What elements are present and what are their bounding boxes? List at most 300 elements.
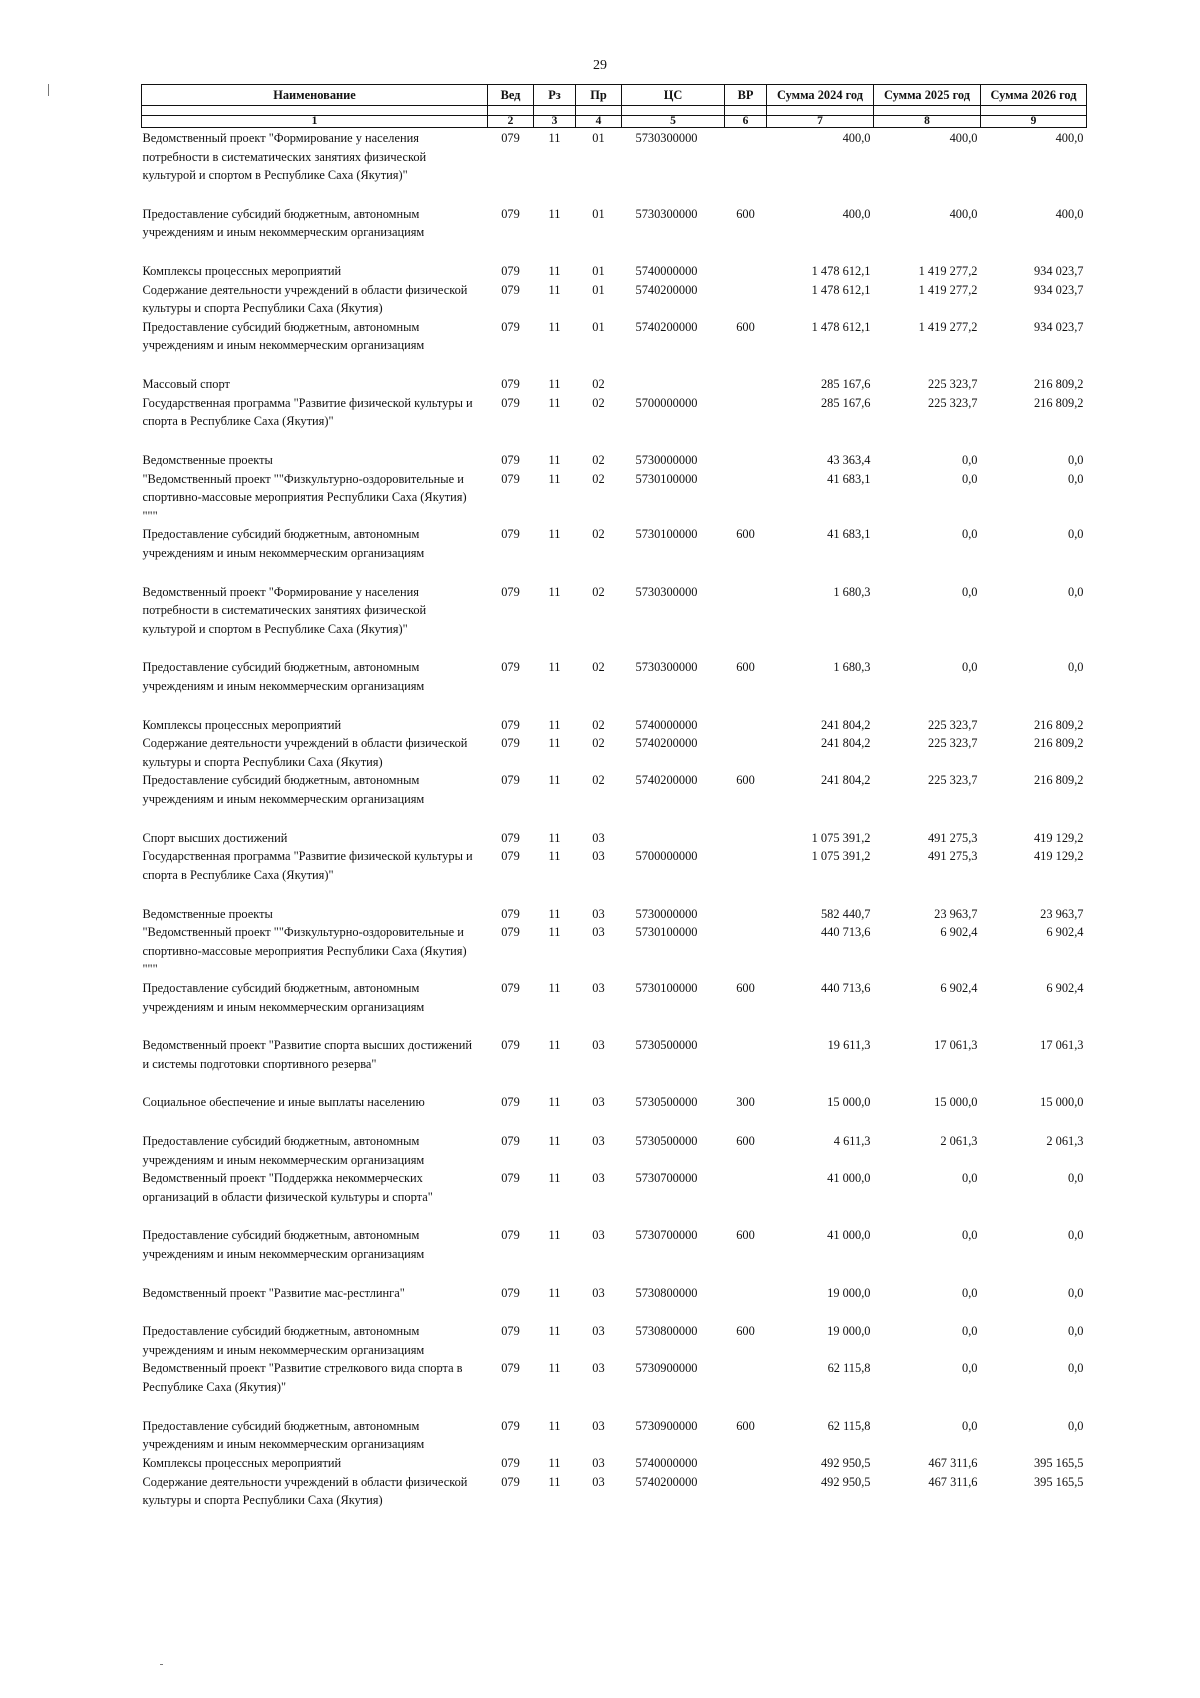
row-cs: 5730800000 bbox=[635, 1324, 698, 1339]
row-sum-2026: 0,0 bbox=[1068, 452, 1084, 467]
row-sum-2025: 1 419 277,2 bbox=[918, 319, 978, 334]
row-pr: 03 bbox=[592, 925, 605, 940]
row-sum-2026: 17 061,3 bbox=[1040, 1038, 1084, 1053]
row-sum-2026: 934 023,7 bbox=[1033, 319, 1084, 334]
row-pr: 03 bbox=[592, 1324, 605, 1339]
table-row bbox=[142, 451, 1087, 470]
row-ved: 079 bbox=[501, 264, 520, 279]
row-pr: 01 bbox=[592, 206, 605, 221]
row-ved: 079 bbox=[501, 773, 520, 788]
row-pr: 01 bbox=[592, 282, 605, 297]
row-cs: 5730000000 bbox=[635, 906, 698, 921]
row-pr: 03 bbox=[592, 1038, 605, 1053]
header-sum-2026: Сумма 2026 год bbox=[981, 85, 1087, 106]
row-name: Комплексы процессных мероприятий bbox=[142, 264, 342, 279]
row-vr bbox=[725, 375, 767, 394]
budget-table bbox=[141, 84, 1087, 1510]
row-name: Ведомственные проекты bbox=[142, 452, 273, 467]
row-cs: 5730100000 bbox=[635, 471, 698, 486]
table-row bbox=[142, 128, 1087, 185]
row-cs: 5740200000 bbox=[635, 773, 698, 788]
row-ved: 079 bbox=[501, 319, 520, 334]
row-sum-2024: 1 075 391,2 bbox=[811, 830, 871, 845]
row-sum-2024: 400,0 bbox=[842, 131, 871, 145]
row-ved: 079 bbox=[501, 527, 520, 542]
row-name: Комплексы процессных мероприятий bbox=[142, 717, 342, 732]
column-number: 9 bbox=[981, 116, 1087, 128]
row-name: Содержание деятельности учреждений в области физической культуры и спорта Республики Саха (Якутия) bbox=[142, 1474, 468, 1508]
row-vr bbox=[725, 394, 767, 431]
row-cs: 5730900000 bbox=[635, 1418, 698, 1433]
row-sum-2026: 934 023,7 bbox=[1033, 282, 1084, 297]
row-vr: 600 bbox=[736, 1228, 755, 1243]
row-name: Предоставление субсидий бюджетным, автономным учреждениям и иным некоммерческим организациям bbox=[142, 206, 425, 240]
row-spacer bbox=[142, 1206, 1087, 1226]
row-name: Государственная программа "Развитие физической культуры и спорта в Республике Саха (Якутия)" bbox=[142, 395, 473, 429]
table-row bbox=[142, 1417, 1087, 1454]
row-sum-2024: 241 804,2 bbox=[820, 717, 871, 732]
row-ved: 079 bbox=[501, 1361, 520, 1376]
row-ved: 079 bbox=[501, 377, 520, 392]
row-vr bbox=[725, 262, 767, 281]
row-name: Предоставление субсидий бюджетным, автономным учреждениям и иным некоммерческим организациям bbox=[142, 773, 425, 807]
row-vr bbox=[725, 128, 767, 185]
row-name: Социальное обеспечение и иные выплаты населению bbox=[142, 1095, 425, 1110]
table-row bbox=[142, 734, 1087, 771]
row-sum-2026: 23 963,7 bbox=[1040, 906, 1084, 921]
row-vr bbox=[725, 281, 767, 318]
row-sum-2026: 400,0 bbox=[1055, 131, 1084, 145]
row-rz: 11 bbox=[548, 471, 561, 486]
row-rz: 11 bbox=[548, 1133, 561, 1148]
row-sum-2024: 1 680,3 bbox=[833, 660, 871, 675]
row-sum-2024: 285 167,6 bbox=[820, 395, 871, 410]
row-pr: 02 bbox=[592, 527, 605, 542]
row-rz: 11 bbox=[548, 773, 561, 788]
table-row bbox=[142, 923, 1087, 979]
column-number: 7 bbox=[767, 116, 874, 128]
row-vr: 600 bbox=[736, 773, 755, 788]
row-sum-2026: 0,0 bbox=[1068, 584, 1084, 599]
row-spacer bbox=[142, 1302, 1087, 1322]
row-sum-2025: 467 311,6 bbox=[928, 1474, 978, 1489]
row-rz: 11 bbox=[548, 131, 561, 145]
table-row bbox=[142, 1359, 1087, 1396]
table-row bbox=[142, 979, 1087, 1016]
row-cs: 5730500000 bbox=[635, 1038, 698, 1053]
row-rz: 11 bbox=[548, 1285, 561, 1300]
page-number: 29 bbox=[593, 58, 607, 73]
row-pr: 01 bbox=[592, 319, 605, 334]
row-sum-2025: 0,0 bbox=[962, 1171, 978, 1186]
row-sum-2025: 0,0 bbox=[962, 1285, 978, 1300]
row-vr bbox=[725, 847, 767, 884]
row-sum-2026: 0,0 bbox=[1068, 527, 1084, 542]
row-pr: 03 bbox=[592, 1228, 605, 1243]
table-row bbox=[142, 583, 1087, 639]
row-sum-2024: 43 363,4 bbox=[827, 452, 871, 467]
row-sum-2026: 6 902,4 bbox=[1046, 980, 1084, 995]
row-sum-2025: 225 323,7 bbox=[927, 736, 978, 751]
row-pr: 02 bbox=[592, 395, 605, 410]
row-name: Предоставление субсидий бюджетным, автономным учреждениям и иным некоммерческим организациям bbox=[142, 1418, 425, 1452]
row-vr bbox=[725, 1359, 767, 1396]
row-ved: 079 bbox=[501, 660, 520, 675]
row-rz: 11 bbox=[548, 717, 561, 732]
table-row bbox=[142, 905, 1087, 924]
row-spacer bbox=[142, 696, 1087, 716]
row-sum-2024: 1 478 612,1 bbox=[811, 282, 871, 297]
row-vr: 600 bbox=[736, 980, 755, 995]
table-row bbox=[142, 318, 1087, 355]
table-row bbox=[142, 1322, 1087, 1359]
row-sum-2024: 62 115,8 bbox=[827, 1418, 871, 1433]
row-name: "Ведомственный проект ""Физкультурно-оздоровительные и спортивно-массовые мероприятия Республики Саха (Якутия) """ bbox=[142, 925, 467, 977]
row-sum-2025: 225 323,7 bbox=[927, 395, 978, 410]
row-spacer bbox=[142, 185, 1087, 205]
row-vr bbox=[725, 583, 767, 639]
row-spacer bbox=[142, 1397, 1087, 1417]
row-rz: 11 bbox=[548, 925, 561, 940]
table-row bbox=[142, 771, 1087, 808]
row-name: Предоставление субсидий бюджетным, автономным учреждениям и иным некоммерческим организациям bbox=[142, 980, 425, 1014]
row-cs: 5740000000 bbox=[635, 717, 698, 732]
row-sum-2025: 0,0 bbox=[962, 471, 978, 486]
row-name: Содержание деятельности учреждений в области физической культуры и спорта Республики Саха (Якутия) bbox=[142, 282, 468, 316]
row-rz: 11 bbox=[548, 1095, 561, 1110]
row-pr: 02 bbox=[592, 736, 605, 751]
row-pr: 03 bbox=[592, 830, 605, 845]
row-pr: 03 bbox=[592, 849, 605, 864]
row-rz: 11 bbox=[548, 660, 561, 675]
row-sum-2025: 491 275,3 bbox=[927, 849, 978, 864]
row-sum-2024: 241 804,2 bbox=[820, 736, 871, 751]
row-sum-2026: 216 809,2 bbox=[1033, 377, 1084, 392]
row-name: Ведомственный проект "Развитие мас-рестлинга" bbox=[142, 1285, 405, 1300]
row-rz: 11 bbox=[548, 1228, 561, 1243]
row-ved: 079 bbox=[501, 925, 520, 940]
table-row bbox=[142, 716, 1087, 735]
row-spacer bbox=[142, 355, 1087, 375]
row-sum-2024: 241 804,2 bbox=[820, 773, 871, 788]
row-sum-2024: 1 478 612,1 bbox=[811, 319, 871, 334]
row-sum-2024: 62 115,8 bbox=[827, 1361, 871, 1376]
row-rz: 11 bbox=[548, 584, 561, 599]
row-ved: 079 bbox=[501, 282, 520, 297]
row-ved: 079 bbox=[501, 736, 520, 751]
table-row bbox=[142, 658, 1087, 695]
row-sum-2025: 225 323,7 bbox=[927, 377, 978, 392]
row-sum-2024: 15 000,0 bbox=[827, 1095, 871, 1110]
row-sum-2024: 492 950,5 bbox=[820, 1455, 871, 1470]
header-name: Наименование bbox=[142, 85, 488, 106]
row-rz: 11 bbox=[548, 1455, 561, 1470]
row-sum-2025: 6 902,4 bbox=[940, 925, 978, 940]
scan-mark bbox=[160, 1664, 163, 1665]
row-sum-2025: 1 419 277,2 bbox=[918, 264, 978, 279]
row-ved: 079 bbox=[501, 584, 520, 599]
row-sum-2026: 6 902,4 bbox=[1046, 925, 1084, 940]
row-cs: 5730300000 bbox=[635, 206, 698, 221]
table-row bbox=[142, 1226, 1087, 1263]
row-rz: 11 bbox=[548, 736, 561, 751]
row-ved: 079 bbox=[501, 1171, 520, 1186]
table-row bbox=[142, 394, 1087, 431]
row-sum-2026: 934 023,7 bbox=[1033, 264, 1084, 279]
table-row bbox=[142, 1132, 1087, 1169]
row-vr bbox=[725, 1036, 767, 1073]
row-rz: 11 bbox=[548, 1361, 561, 1376]
row-cs: 5740200000 bbox=[635, 1474, 698, 1489]
row-cs: 5730100000 bbox=[635, 527, 698, 542]
row-cs: 5730300000 bbox=[635, 660, 698, 675]
row-name: Ведомственный проект "Формирование у населения потребности в систематических занятиях физической культурой и спортом в Республике Саха (Якутия)" bbox=[142, 584, 427, 636]
row-rz: 11 bbox=[548, 452, 561, 467]
row-pr: 01 bbox=[592, 264, 605, 279]
row-cs: 5730500000 bbox=[635, 1133, 698, 1148]
row-spacer bbox=[142, 431, 1087, 451]
row-sum-2026: 216 809,2 bbox=[1033, 773, 1084, 788]
row-cs: 5730000000 bbox=[635, 452, 698, 467]
row-sum-2025: 0,0 bbox=[962, 527, 978, 542]
row-sum-2025: 0,0 bbox=[962, 660, 978, 675]
row-name: Ведомственный проект "Поддержка некоммерческих организаций в области физической культуры и спорта" bbox=[142, 1171, 433, 1204]
row-cs: 5700000000 bbox=[635, 849, 698, 864]
row-vr bbox=[725, 1169, 767, 1206]
row-sum-2024: 19 000,0 bbox=[827, 1324, 871, 1339]
row-sum-2024: 285 167,6 bbox=[820, 377, 871, 392]
row-name: Массовый спорт bbox=[142, 377, 230, 392]
row-pr: 03 bbox=[592, 1095, 605, 1110]
row-vr bbox=[725, 1473, 767, 1510]
row-sum-2025: 400,0 bbox=[949, 206, 978, 221]
row-sum-2026: 2 061,3 bbox=[1046, 1133, 1084, 1148]
row-pr: 03 bbox=[592, 1418, 605, 1433]
row-sum-2026: 419 129,2 bbox=[1033, 830, 1084, 845]
row-rz: 11 bbox=[548, 906, 561, 921]
row-sum-2025: 0,0 bbox=[962, 452, 978, 467]
row-vr: 600 bbox=[736, 1418, 755, 1433]
row-name: Предоставление субсидий бюджетным, автономным учреждениям и иным некоммерческим организациям bbox=[142, 1324, 425, 1357]
row-sum-2024: 440 713,6 bbox=[820, 980, 871, 995]
row-vr bbox=[725, 923, 767, 979]
row-name: Государственная программа "Развитие физической культуры и спорта в Республике Саха (Якутия)" bbox=[142, 849, 473, 882]
row-pr: 03 bbox=[592, 1455, 605, 1470]
row-sum-2025: 6 902,4 bbox=[940, 980, 978, 995]
row-sum-2024: 400,0 bbox=[842, 206, 871, 221]
table-row bbox=[142, 829, 1087, 848]
row-sum-2024: 582 440,7 bbox=[820, 906, 871, 921]
row-ved: 079 bbox=[501, 131, 520, 145]
row-cs: 5730500000 bbox=[635, 1095, 698, 1110]
row-sum-2026: 0,0 bbox=[1068, 1418, 1084, 1433]
row-spacer bbox=[142, 1073, 1087, 1093]
column-number: 6 bbox=[725, 116, 767, 128]
column-number: 8 bbox=[874, 116, 981, 128]
row-ved: 079 bbox=[501, 206, 520, 221]
row-vr: 600 bbox=[736, 527, 755, 542]
row-ved: 079 bbox=[501, 717, 520, 732]
row-cs: 5730300000 bbox=[635, 584, 698, 599]
row-ved: 079 bbox=[501, 452, 520, 467]
table-row bbox=[142, 470, 1087, 526]
row-sum-2025: 225 323,7 bbox=[927, 773, 978, 788]
row-name: Спорт высших достижений bbox=[142, 830, 288, 845]
row-vr bbox=[725, 470, 767, 526]
row-sum-2025: 0,0 bbox=[962, 1361, 978, 1376]
row-sum-2026: 0,0 bbox=[1068, 660, 1084, 675]
column-number: 3 bbox=[534, 116, 576, 128]
row-name: Содержание деятельности учреждений в области физической культуры и спорта Республики Саха (Якутия) bbox=[142, 736, 468, 769]
row-rz: 11 bbox=[548, 527, 561, 542]
row-rz: 11 bbox=[548, 319, 561, 334]
row-name: Ведомственный проект "Формирование у населения потребности в систематических занятиях физической культурой и спортом в Республике Саха (Якутия)" bbox=[142, 131, 427, 183]
column-number: 1 bbox=[142, 116, 488, 128]
table-row bbox=[142, 262, 1087, 281]
row-sum-2024: 41 683,1 bbox=[827, 527, 871, 542]
row-sum-2026: 0,0 bbox=[1068, 1324, 1084, 1339]
row-name: Ведомственный проект "Развитие стрелкового вида спорта в Республике Саха (Якутия)" bbox=[142, 1361, 463, 1395]
row-sum-2026: 395 165,5 bbox=[1033, 1455, 1084, 1470]
row-cs: 5730700000 bbox=[635, 1171, 698, 1186]
table-row bbox=[142, 1473, 1087, 1510]
table-header bbox=[142, 85, 1087, 128]
row-ved: 079 bbox=[501, 1133, 520, 1148]
column-number-row bbox=[142, 116, 1087, 128]
row-cs: 5740200000 bbox=[635, 282, 698, 297]
row-spacer bbox=[142, 1264, 1087, 1284]
row-sum-2024: 41 000,0 bbox=[827, 1228, 871, 1243]
column-number: 4 bbox=[576, 116, 622, 128]
row-pr: 03 bbox=[592, 1171, 605, 1186]
row-sum-2026: 400,0 bbox=[1055, 206, 1084, 221]
row-cs: 5730100000 bbox=[635, 980, 698, 995]
row-vr: 600 bbox=[736, 1133, 755, 1148]
row-sum-2026: 216 809,2 bbox=[1033, 736, 1084, 751]
row-vr bbox=[725, 734, 767, 771]
row-rz: 11 bbox=[548, 830, 561, 845]
row-cs: 5740000000 bbox=[635, 1455, 698, 1470]
row-sum-2026: 0,0 bbox=[1068, 1285, 1084, 1300]
row-ved: 079 bbox=[501, 849, 520, 864]
row-sum-2024: 1 478 612,1 bbox=[811, 264, 871, 279]
row-name: Ведомственный проект "Развитие спорта высших достижений и системы подготовки спортивного резерва" bbox=[142, 1038, 473, 1071]
row-sum-2025: 1 419 277,2 bbox=[918, 282, 978, 297]
row-cs: 5730900000 bbox=[635, 1361, 698, 1376]
row-ved: 079 bbox=[501, 395, 520, 410]
row-vr: 600 bbox=[736, 206, 755, 221]
column-number: 5 bbox=[622, 116, 725, 128]
row-sum-2024: 4 611,3 bbox=[833, 1133, 871, 1148]
row-sum-2025: 467 311,6 bbox=[928, 1455, 978, 1470]
row-sum-2025: 491 275,3 bbox=[927, 830, 978, 845]
row-rz: 11 bbox=[548, 849, 561, 864]
header-sum-2024: Сумма 2024 год bbox=[767, 85, 874, 106]
table-body bbox=[142, 128, 1087, 1510]
row-vr: 600 bbox=[736, 319, 755, 334]
row-vr bbox=[725, 1454, 767, 1473]
row-cs: 5730100000 bbox=[635, 925, 698, 940]
row-spacer bbox=[142, 809, 1087, 829]
row-ved: 079 bbox=[501, 1324, 520, 1339]
row-spacer bbox=[142, 242, 1087, 262]
table-row bbox=[142, 375, 1087, 394]
row-sum-2024: 440 713,6 bbox=[820, 925, 871, 940]
row-rz: 11 bbox=[548, 1038, 561, 1053]
row-vr: 600 bbox=[736, 660, 755, 675]
row-ved: 079 bbox=[501, 830, 520, 845]
row-pr: 02 bbox=[592, 773, 605, 788]
row-sum-2024: 41 000,0 bbox=[827, 1171, 871, 1186]
row-cs: 5700000000 bbox=[635, 395, 698, 410]
row-vr bbox=[725, 905, 767, 924]
table-row bbox=[142, 1169, 1087, 1206]
row-sum-2025: 400,0 bbox=[949, 131, 978, 145]
table-row bbox=[142, 1454, 1087, 1473]
row-ved: 079 bbox=[501, 1418, 520, 1433]
row-rz: 11 bbox=[548, 1418, 561, 1433]
row-pr: 03 bbox=[592, 1474, 605, 1489]
header-vr: ВР bbox=[725, 85, 767, 106]
row-rz: 11 bbox=[548, 264, 561, 279]
row-sum-2025: 225 323,7 bbox=[927, 717, 978, 732]
table-row bbox=[142, 1093, 1087, 1112]
row-ved: 079 bbox=[501, 1228, 520, 1243]
row-ved: 079 bbox=[501, 1455, 520, 1470]
row-cs bbox=[622, 829, 725, 848]
row-vr bbox=[725, 829, 767, 848]
row-rz: 11 bbox=[548, 282, 561, 297]
row-sum-2025: 23 963,7 bbox=[934, 906, 978, 921]
row-spacer bbox=[142, 1112, 1087, 1132]
row-name: Предоставление субсидий бюджетным, автономным учреждениям и иным некоммерческим организациям bbox=[142, 660, 425, 694]
row-sum-2026: 395 165,5 bbox=[1033, 1474, 1084, 1489]
row-cs: 5740200000 bbox=[635, 319, 698, 334]
row-sum-2026: 0,0 bbox=[1068, 1361, 1084, 1376]
row-sum-2024: 19 000,0 bbox=[827, 1285, 871, 1300]
row-cs: 5740200000 bbox=[635, 736, 698, 751]
row-ved: 079 bbox=[501, 1285, 520, 1300]
row-ved: 079 bbox=[501, 980, 520, 995]
row-ved: 079 bbox=[501, 1038, 520, 1053]
row-ved: 079 bbox=[501, 1095, 520, 1110]
row-sum-2024: 492 950,5 bbox=[820, 1474, 871, 1489]
row-ved: 079 bbox=[501, 471, 520, 486]
row-cs: 5740000000 bbox=[635, 264, 698, 279]
row-sum-2025: 0,0 bbox=[962, 1418, 978, 1433]
row-pr: 02 bbox=[592, 471, 605, 486]
header-pr: Пр bbox=[576, 85, 622, 106]
row-rz: 11 bbox=[548, 980, 561, 995]
row-sum-2024: 19 611,3 bbox=[827, 1038, 871, 1053]
table-row bbox=[142, 1036, 1087, 1073]
row-pr: 02 bbox=[592, 584, 605, 599]
row-name: Предоставление субсидий бюджетным, автономным учреждениям и иным некоммерческим организациям bbox=[142, 1228, 425, 1262]
row-cs: 5730800000 bbox=[635, 1285, 698, 1300]
row-rz: 11 bbox=[548, 206, 561, 221]
row-sum-2026: 216 809,2 bbox=[1033, 717, 1084, 732]
row-spacer bbox=[142, 1016, 1087, 1036]
row-sum-2025: 15 000,0 bbox=[934, 1095, 978, 1110]
row-name: Предоставление субсидий бюджетным, автономным учреждениям и иным некоммерческим организациям bbox=[142, 1133, 425, 1167]
row-ved: 079 bbox=[501, 906, 520, 921]
row-sum-2025: 0,0 bbox=[962, 1228, 978, 1243]
row-sum-2025: 0,0 bbox=[962, 1324, 978, 1339]
row-vr: 600 bbox=[736, 1324, 755, 1339]
row-sum-2025: 0,0 bbox=[962, 584, 978, 599]
row-pr: 03 bbox=[592, 1361, 605, 1376]
row-vr bbox=[725, 1284, 767, 1303]
